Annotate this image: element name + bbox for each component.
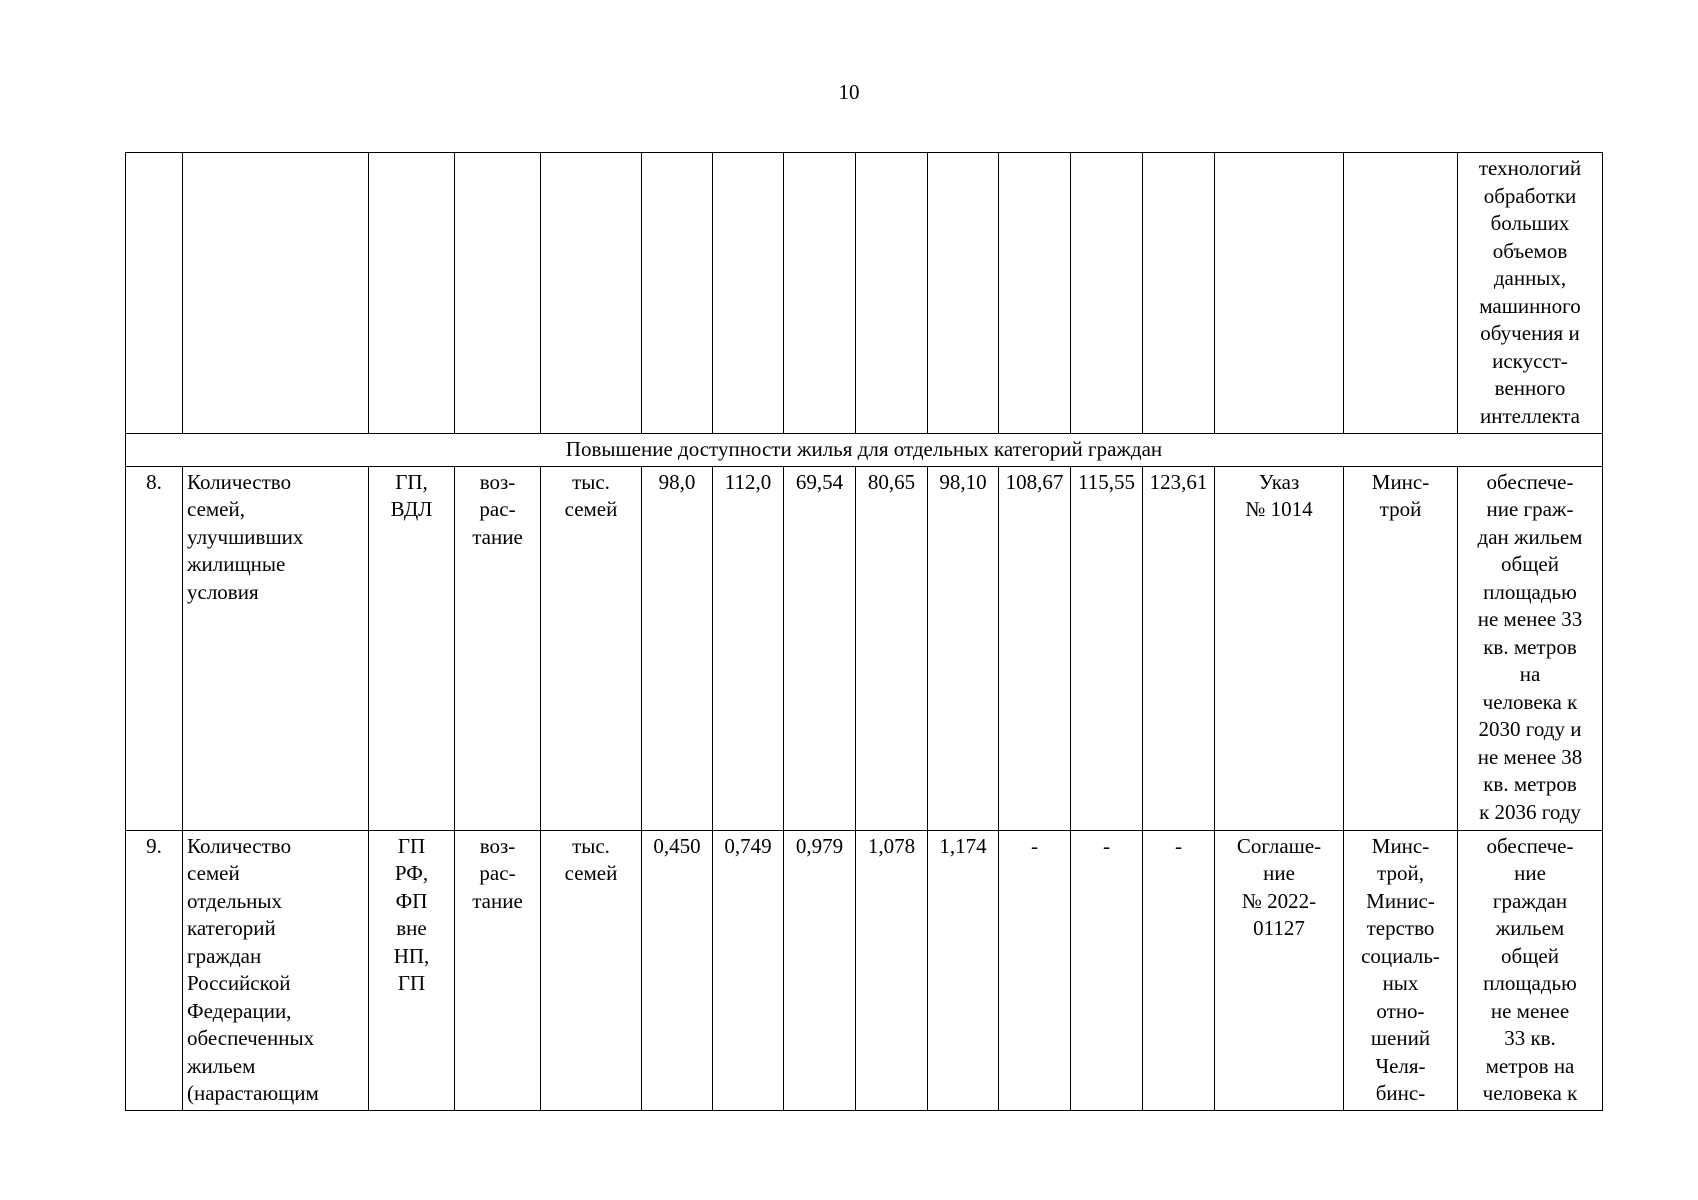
value-cell: 80,65 <box>856 466 928 830</box>
row-number: 9. <box>126 830 183 1110</box>
responsible-body <box>1344 830 1458 1110</box>
value-cell: 123,61 <box>1143 466 1215 830</box>
goal-text: обеспече- ние граж- дан жильем общей площадью не менее 33 кв. метров на человека к 2030 году и не менее 38 кв. метров к 2036 году <box>1477 469 1583 824</box>
empty-cell <box>999 153 1071 434</box>
indicator-name <box>183 466 369 830</box>
goal-continuation-text: технологий обработки больших объемов данных, машинного обучения и искусст- венного интеллекта <box>1478 156 1582 428</box>
goal-link <box>1458 466 1603 830</box>
trend-text: воз- рас- тание <box>472 469 523 549</box>
value-cell: 98,0 <box>642 466 713 830</box>
value-cell: 1,078 <box>856 830 928 1110</box>
empty-cell <box>541 153 642 434</box>
responsible-text: Минс- трой <box>1371 469 1430 521</box>
basis-text: Указ № 1014 <box>1245 469 1313 521</box>
empty-cell <box>183 153 369 434</box>
empty-cell <box>713 153 784 434</box>
section-header-row <box>126 434 1603 467</box>
responsible-text: Минс- трой, Минис- терство социаль- ных отно- шений Челя- бинс- <box>1361 833 1440 1105</box>
goal-link <box>1458 830 1603 1110</box>
unit-text: тыс. семей <box>564 469 618 521</box>
value-cell: 1,174 <box>928 830 999 1110</box>
value-cell: 115,55 <box>1071 466 1143 830</box>
value-cell: 69,54 <box>784 466 856 830</box>
indicator-unit <box>541 830 642 1110</box>
value-cell: - <box>1143 830 1215 1110</box>
empty-cell <box>1344 153 1458 434</box>
table-row <box>126 830 1603 1110</box>
indicator-text: Количество семей отдельных категорий граждан Российской Федерации, обеспеченных жильем (нарастающим <box>187 833 319 1105</box>
goal-text: обеспече- ние граждан жильем общей площадью не менее 33 кв. метров на человека к <box>1482 833 1578 1105</box>
goal-continuation-cell <box>1458 153 1603 434</box>
empty-cell <box>1143 153 1215 434</box>
empty-cell <box>126 153 183 434</box>
indicator-unit <box>541 466 642 830</box>
legal-basis <box>1215 830 1344 1110</box>
value-cell: 0,749 <box>713 830 784 1110</box>
level-text: ГП РФ, ФП вне НП, ГП <box>393 833 430 995</box>
value-cell: 108,67 <box>999 466 1071 830</box>
basis-text: Соглаше- ние № 2022- 01127 <box>1236 833 1322 940</box>
continuation-row <box>126 153 1603 434</box>
empty-cell <box>928 153 999 434</box>
row-number: 8. <box>126 466 183 830</box>
unit-text: тыс. семей <box>564 833 618 885</box>
empty-cell <box>856 153 928 434</box>
value-cell: 0,979 <box>784 830 856 1110</box>
value-cell: 98,10 <box>928 466 999 830</box>
empty-cell <box>369 153 455 434</box>
indicators-table <box>125 152 1603 1111</box>
page-number: 10 <box>838 80 860 104</box>
responsible-body <box>1344 466 1458 830</box>
empty-cell <box>1071 153 1143 434</box>
empty-cell <box>455 153 541 434</box>
indicator-trend <box>455 466 541 830</box>
value-cell: - <box>999 830 1071 1110</box>
indicator-level <box>369 466 455 830</box>
trend-text: воз- рас- тание <box>472 833 523 913</box>
indicator-trend <box>455 830 541 1110</box>
indicator-name <box>183 830 369 1110</box>
level-text: ГП, ВДЛ <box>390 469 433 521</box>
indicator-text: Количество семей, улучшивших жилищные условия <box>187 469 304 604</box>
table-row <box>126 466 1603 830</box>
section-header: Повышение доступности жилья для отдельных категорий граждан <box>126 434 1603 467</box>
legal-basis <box>1215 466 1344 830</box>
indicator-level <box>369 830 455 1110</box>
value-cell: 112,0 <box>713 466 784 830</box>
value-cell: 0,450 <box>642 830 713 1110</box>
empty-cell <box>642 153 713 434</box>
empty-cell <box>784 153 856 434</box>
value-cell: - <box>1071 830 1143 1110</box>
empty-cell <box>1215 153 1344 434</box>
